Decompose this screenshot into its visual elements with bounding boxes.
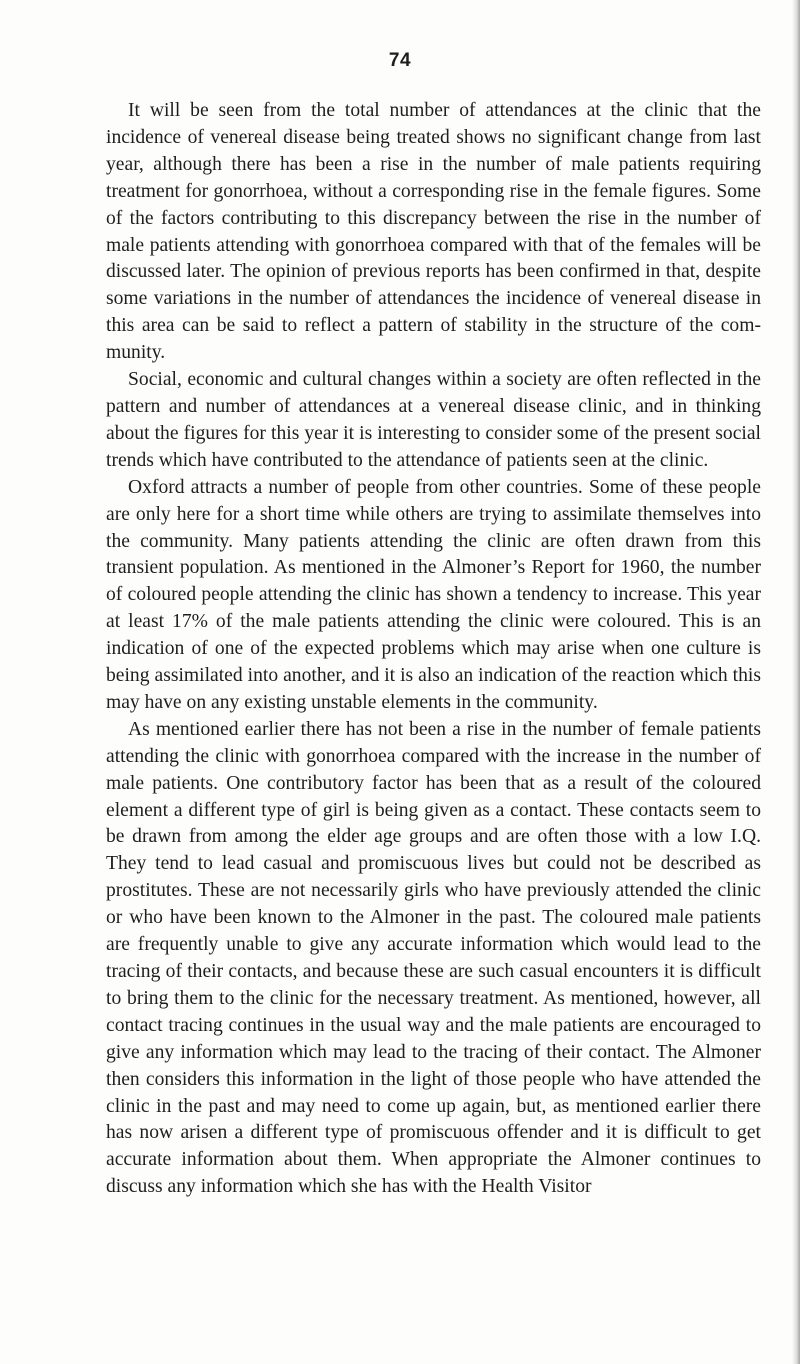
paragraph-contact-tracing: As mentioned earlier there has not been a rise in the number of female patients attending the clinic with gonorrhoea compared with the increase in the number of male patients. One contributory factor has been that as a result of the coloured element a different type of girl is being given as a contact. These contacts seem to be drawn from among the elder age groups and are often those with a low I.Q. They tend to lead casual and promiscuous lives but could not be described as prostitutes. These are not necessarily girls who have previously attended the clinic or who have been known to the Almoner in the past. The coloured male patients are frequently unable to give any accurate information which would lead to the tracing of their contacts, and because these are such casual encounters it is difficult to bring them to the clinic for the necessary treatment. As mentioned, however, all contact tracing continues in the usual way and the male patients are encouraged to give any information which may lead to the tracing of their contact. The Almoner then considers this information in the light of those people who have attended the clinic in the past and may need to come up again, but, as mentioned earlier there has now arisen a different type of promiscuous offender and it is difficult to get accurate information about them. When appropriate the Almoner continues to discuss any information which she has with the Health Visitor xyxy=(106,718,761,1198)
paragraph-oxford-population: Oxford attracts a number of people from other countries. Some of these people are only here for a short time while others are trying to assimilate themselves into the community. Many patients attending the clinic are often drawn from this transient population. As mentioned in the Almoner’s Report for 1960, the number of coloured people attending the clinic has shown a tendency to increase. This year at least 17% of the male patients attending the clinic were coloured. This is an indication of one of the expected problems which may arise when one culture is being assimilated into another, and it is also an indication of the reaction which this may have on any existing unstable elements in the community. xyxy=(106,476,761,713)
page-edge-shadow xyxy=(792,0,800,1364)
page-number: 74 xyxy=(388,50,412,71)
body-text xyxy=(106,98,761,1201)
paragraph-social-trends: Social, economic and cultural changes within a society are often reflected in the pattern and number of attendances at a venereal disease clinic, and in thinking about the figures for this year it is interesting to consider some of the present social trends which have contributed to the attendance of patients seen at the clinic. xyxy=(106,369,761,471)
paragraph-attendance-incidence: It will be seen from the total number of attendances at the clinic that the incidence of venereal disease being treated shows no significant change from last year, although there has been a rise in the number of male patients requiring treatment for gonorrhoea, without a corresponding rise in the female figures. Some of the factors contributing to this discrepancy between the rise in the number of male patients attending with gonorrhoea compared with that of the females will be discussed later. The opinion of previous reports has been confirmed in that, despite some variations in the number of attendances the incidence of venereal disease in this area can be said to reflect a pattern of stability in the structure of the com-munity. xyxy=(106,100,761,364)
